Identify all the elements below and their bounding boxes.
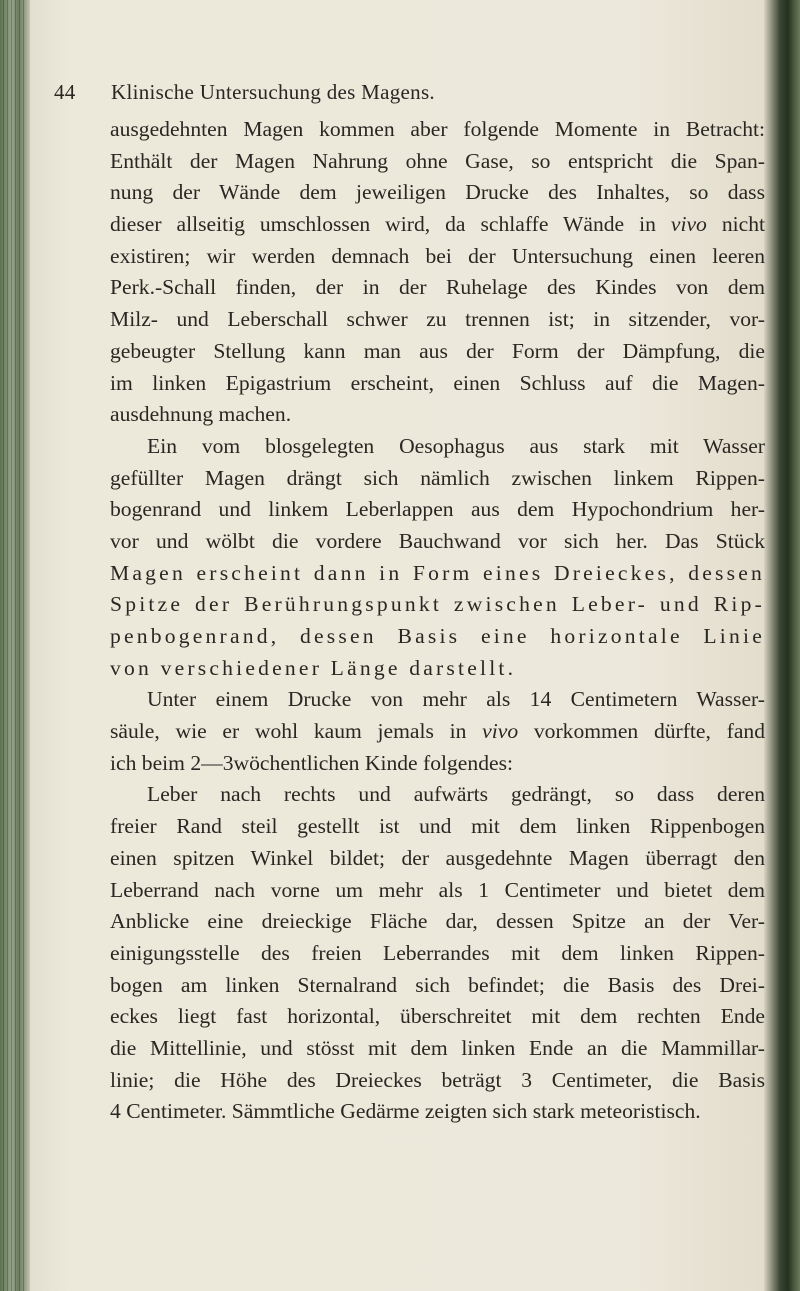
right-page-edge [764, 0, 800, 1291]
text-line: ausdehnung machen. [110, 402, 292, 427]
running-title: Klinische Untersuchung des Magens. [111, 80, 435, 104]
text-line: Anblicke eine dreieckige Fläche dar, dessen Spitze an der Ver- [110, 909, 765, 934]
text-line: existiren; wir werden demnach bei der Untersuchung einen leeren [110, 243, 765, 268]
text-line: Ein vom blosgelegten Oesophagus aus stark mit Wasser [147, 433, 765, 458]
text-line: linie; die Höhe des Dreieckes beträgt 3 Centimeter, die Basis [110, 1067, 765, 1092]
spaced-text-line: penbogenrand, dessen Basis eine horizontale Linie [110, 624, 765, 648]
text-line: Leberrand nach vorne um mehr als 1 Centimeter und bietet dem [110, 877, 765, 902]
text-line: bogenrand und linkem Leberlappen aus dem Hypochondrium her- [110, 497, 765, 522]
spaced-text-line: Spitze der Berührungspunkt zwischen Leber- und Rip- [110, 592, 765, 617]
spaced-text-line: Magen erscheint dann in Form eines Dreieckes, dessen [110, 560, 765, 585]
italic-term: vivo [482, 719, 519, 744]
text-line: Milz- und Leberschall schwer zu trennen ist; in sitzender, vor- [110, 307, 765, 332]
text-line: ausgedehnten Magen kommen aber folgende Momente in Betracht: [110, 117, 765, 141]
text-line: freier Rand steil gestellt ist und mit dem linken Rippenbogen [110, 814, 765, 839]
text-line: gefüllter Magen drängt sich nämlich zwischen linkem Rippen- [110, 465, 765, 490]
left-binding-texture [3, 0, 25, 1291]
text-line: 4 Centimeter. Sämmtliche Gedärme zeigten sich stark meteoristisch. [110, 1099, 701, 1124]
text-line: bogen am linken Sternalrand sich befindet; die Basis des Drei- [110, 972, 765, 997]
text-line: gebeugter Stellung kann man aus der Form der Dämpfung, die [110, 338, 765, 363]
text-line: einen spitzen Winkel bildet; der ausgedehnte Magen überragt den [110, 845, 765, 870]
page-number: 44 [54, 80, 76, 104]
text-line: eckes liegt fast horizontal, überschreitet mit dem rechten Ende [110, 1004, 765, 1029]
text-line: Unter einem Drucke von mehr als 14 Centimetern Wasser- [147, 687, 765, 712]
text-line: Leber nach rechts und aufwärts gedrängt, so dass deren [147, 782, 765, 807]
text-line: ich beim 2—3wöchentlichen Kinde folgendes: [110, 750, 513, 775]
text-line: im linken Epigastrium erscheint, einen Schluss auf die Magen- [110, 370, 765, 395]
text-line: nung der Wände dem jeweiligen Drucke des Inhaltes, so dass [110, 180, 765, 205]
text-line: Perk.-Schall finden, der in der Ruhelage des Kindes von dem [110, 275, 765, 300]
text-line: einigungsstelle des freien Leberrandes mit dem linken Rippen- [110, 940, 765, 965]
text-line: dieser allseitig umschlossen wird, da schlaffe Wände in vivo nicht [110, 212, 765, 237]
text-line: Enthält der Magen Nahrung ohne Gase, so entspricht die Span- [110, 148, 765, 173]
page-header [54, 80, 754, 110]
body-text [110, 114, 765, 1128]
spaced-text-line: von verschiedener Länge darstellt. [110, 655, 517, 680]
text-line: die Mittellinie, und stösst mit dem linken Ende an die Mammillar- [110, 1035, 765, 1060]
italic-term: vivo [670, 212, 707, 237]
text-line: säule, wie er wohl kaum jemals in vivo vorkommen dürfte, fand [110, 719, 765, 744]
text-line: vor und wölbt die vordere Bauchwand vor sich her. Das Stück [110, 528, 765, 553]
